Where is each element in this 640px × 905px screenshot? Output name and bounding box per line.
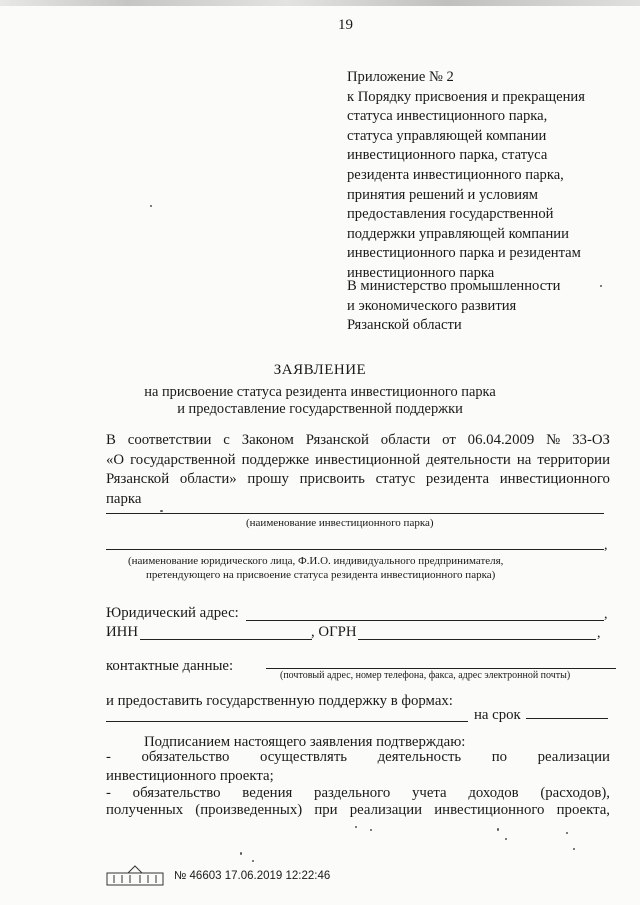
confirm-item-line	[106, 785, 610, 802]
scan-speck	[160, 510, 163, 512]
word: прошу	[247, 471, 289, 487]
word: на	[516, 452, 532, 468]
scan-speck	[150, 205, 152, 207]
scan-speck	[240, 852, 242, 855]
inn-label: ИНН	[106, 624, 139, 640]
word: (расходов),	[540, 785, 610, 801]
word: осуществлять	[259, 749, 348, 765]
applicant-field[interactable]	[106, 549, 604, 550]
park-name-field[interactable]	[106, 513, 604, 514]
scan-speck	[566, 832, 568, 834]
addressee-line: и экономического развития	[347, 297, 517, 314]
document-subtitle: на присвоение статуса резидента инвестиционного парка	[144, 384, 496, 400]
support-forms-label: и предоставить государственную поддержку в формах:	[106, 693, 453, 709]
word: деятельности	[426, 452, 511, 468]
appendix-line: принятия решений и условиям	[347, 186, 539, 203]
appendix-line: поддержки управляющей компании	[347, 225, 569, 242]
scan-speck	[497, 828, 499, 831]
word: области	[380, 432, 431, 448]
word: Рязанской	[305, 432, 369, 448]
park-name-caption: (наименование инвестиционного парка)	[246, 517, 434, 529]
document-title: ЗАЯВЛЕНИЕ	[273, 362, 367, 378]
addressee-block	[347, 277, 560, 336]
scan-speck	[355, 826, 357, 828]
word: Законом	[241, 432, 294, 448]
word: реализации	[349, 802, 423, 818]
addressee-line: Рязанской области	[347, 317, 462, 334]
legal-address-label: Юридический адрес:	[106, 605, 239, 621]
word: проекта,	[556, 802, 610, 818]
word: государственной	[130, 452, 236, 468]
support-forms-field[interactable]	[106, 721, 468, 722]
word: полученных	[106, 802, 184, 818]
scan-speck	[252, 860, 254, 862]
applicant-caption: претендующего на присвоение статуса резидента инвестиционного парка)	[146, 569, 496, 581]
word: территории	[537, 452, 610, 468]
word: резидента	[425, 471, 490, 487]
contacts-field[interactable]	[266, 668, 616, 669]
word: -	[106, 785, 111, 801]
ogrn-field[interactable]	[358, 639, 596, 640]
appendix-line: резидента инвестиционного парка,	[347, 166, 564, 183]
word: соответствии	[127, 432, 212, 448]
word: ведения	[242, 785, 293, 801]
word: реализации	[537, 749, 610, 765]
appendix-line: к Порядку присвоения и прекращения	[347, 88, 585, 105]
word: «О	[106, 452, 125, 468]
word: доходов	[468, 785, 519, 801]
comma: ,	[604, 607, 608, 622]
registry-stamp-icon	[106, 864, 164, 886]
term-label: на срок	[474, 707, 521, 723]
word: (произведенных)	[195, 802, 303, 818]
confirm-heading: Подписанием настоящего заявления подтверждаю:	[144, 734, 466, 750]
word: инвестиционного	[499, 471, 610, 487]
scan-edge	[0, 0, 640, 6]
inn-field[interactable]	[140, 639, 312, 640]
intro-line	[106, 432, 610, 449]
confirm-item-line	[106, 802, 610, 819]
registration-stamp	[174, 870, 330, 882]
legal-address-field[interactable]	[246, 620, 604, 621]
word: 33-ОЗ	[572, 432, 610, 448]
word: при	[314, 802, 338, 818]
word: инвестиционного	[434, 802, 545, 818]
ogrn-label: , ОГРН	[311, 624, 357, 640]
registration-datetime: 17.06.2019 12:22:46	[224, 870, 331, 882]
word: В	[106, 432, 116, 448]
appendix-line: предоставления государственной	[347, 206, 554, 223]
document-subtitle: и предоставление государственной поддержки	[177, 401, 463, 417]
word: поддержке	[241, 452, 310, 468]
appendix-line: инвестиционного парка, статуса	[347, 147, 548, 164]
confirm-item-line: инвестиционного проекта;	[106, 768, 274, 784]
word: статус	[375, 471, 416, 487]
applicant-caption: (наименование юридического лица, Ф.И.О. индивидуального предпринимателя,	[128, 555, 504, 567]
word: обязательство	[141, 749, 230, 765]
word: Рязанской	[106, 471, 170, 487]
appendix-line: Приложение № 2	[347, 69, 454, 85]
appendix-line: инвестиционного парка	[347, 264, 495, 281]
intro-line: парка	[106, 491, 142, 507]
word: области»	[179, 471, 237, 487]
registration-number: № 46603	[174, 870, 222, 882]
scan-speck	[573, 848, 575, 850]
contacts-label: контактные данные:	[106, 658, 234, 674]
scan-speck	[505, 838, 507, 840]
addressee-line: В министерство промышленности	[347, 278, 561, 294]
intro-line	[106, 452, 610, 469]
term-field[interactable]	[526, 718, 608, 719]
word: инвестиционной	[315, 452, 421, 468]
page-number: 19	[338, 17, 353, 33]
scan-speck	[600, 285, 602, 287]
word: 06.04.2009	[467, 432, 535, 448]
scan-speck	[370, 829, 372, 831]
word: учета	[411, 785, 447, 801]
word: с	[223, 432, 230, 448]
word: по	[491, 749, 508, 765]
confirm-item-line	[106, 749, 610, 766]
appendix-line: статуса инвестиционного парка,	[347, 108, 548, 125]
appendix-line: инвестиционного парка и резидентам	[347, 245, 581, 262]
appendix-line: статуса управляющей компании	[347, 127, 547, 144]
intro-line	[106, 471, 610, 488]
word: №	[546, 432, 561, 448]
comma: ,	[604, 538, 608, 553]
word: деятельность	[377, 749, 462, 765]
word: раздельного	[314, 785, 391, 801]
word: от	[442, 432, 456, 448]
word: обязательство	[132, 785, 221, 801]
word: -	[106, 749, 111, 765]
comma: ,	[597, 626, 601, 641]
contacts-caption: (почтовый адрес, номер телефона, факса, адрес электронной почты)	[280, 670, 571, 681]
word: присвоить	[299, 471, 365, 487]
appendix-block	[347, 68, 585, 284]
